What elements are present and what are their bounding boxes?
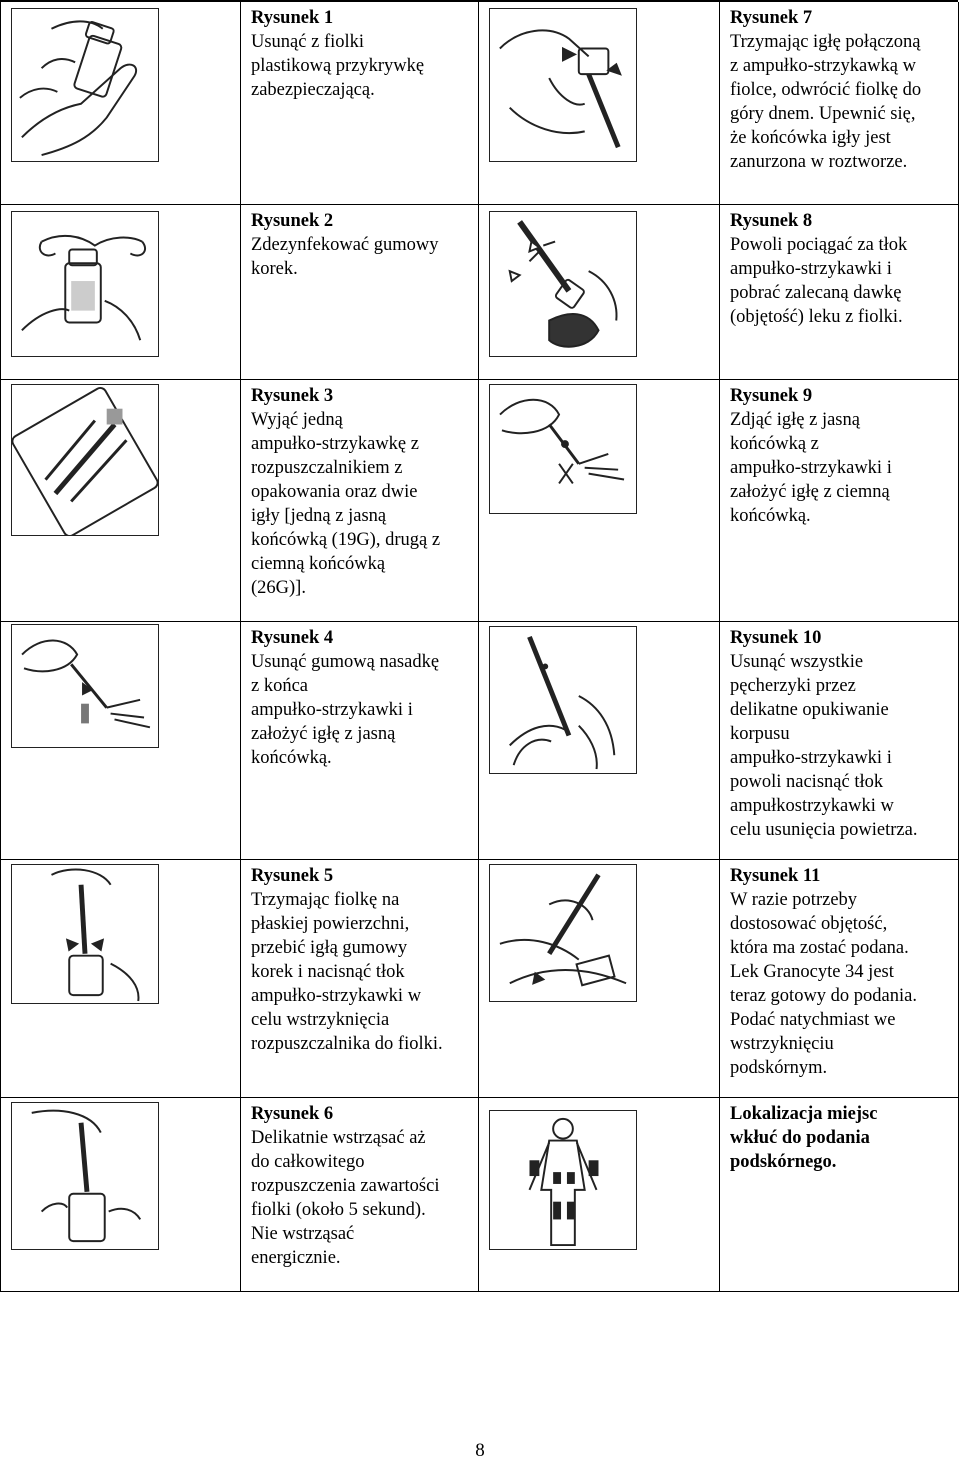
subcutaneous-injection-illustration [489, 864, 637, 1002]
figure-4-image-cell [1, 622, 241, 860]
table-row [1, 1098, 959, 1292]
invert-vial-illustration [489, 8, 637, 162]
table-row [1, 380, 959, 622]
swirl-vial-illustration [11, 1102, 159, 1250]
figure-9-image-cell [479, 380, 720, 622]
figure-11-image-cell [479, 860, 720, 1098]
figure-11-text-cell [720, 860, 959, 1098]
figure-1-text-cell [241, 2, 479, 205]
figure-title: Rysunek 7 [730, 8, 813, 28]
figure-title: Rysunek 6 [251, 1104, 334, 1124]
figure-6-text-cell [241, 1098, 479, 1292]
figure-8-image-cell [479, 205, 720, 380]
figure-instruction: Wyjąć jedną ampułko-strzykawkę z rozpuszczalnikiem z opakowania oraz dwie igły [jedną z jasną końcówką (19G), drugą z ciemną końcówką (26G)]. [251, 410, 441, 598]
figure-instruction: Trzymając igłę połączoną z ampułko-strzykawką w fiolce, odwrócić fiolkę do góry dnem. Upewnić się, że końcówka igły jest zanurzona w roztworze. [730, 32, 922, 172]
figure-title: Rysunek 8 [730, 211, 813, 231]
figure-instruction: Usunąć gumową nasadkę z końca ampułko-strzykawki i założyć igłę z jasną końcówką. [251, 652, 440, 768]
vial-disinfection-illustration [11, 211, 159, 357]
figure-10-image-cell [479, 622, 720, 860]
table-row [1, 205, 959, 380]
table-row [1, 622, 959, 860]
figure-instruction: Usunąć wszystkie pęcherzyki przez delikatne opukiwanie korpusu ampułko-strzykawki i powoli nacisnąć tłok ampułkostrzykawki w celu usunięcia powietrza. [730, 652, 918, 840]
figure-3-image-cell [1, 380, 241, 622]
attach-needle-illustration [11, 624, 159, 748]
page-number: 8 [475, 1440, 485, 1461]
figure-9-text-cell [720, 380, 959, 622]
figure-title: Rysunek 5 [251, 866, 334, 886]
figure-5-image-cell [1, 860, 241, 1098]
figure-7-text-cell [720, 2, 959, 205]
figure-title: Rysunek 11 [730, 866, 821, 886]
figure-instruction: Zdjąć igłę z jasną końcówką z ampułko-strzykawki i założyć igłę z ciemną końcówką. [730, 410, 892, 526]
figure-8-text-cell [720, 205, 959, 380]
figure-2-text-cell [241, 205, 479, 380]
table-row [1, 2, 959, 205]
figure-instruction: Lokalizacja miejsc wkłuć do podania podskórnego. [730, 1104, 878, 1172]
figure-5-text-cell [241, 860, 479, 1098]
table-row [1, 860, 959, 1098]
figure-instruction: Zdezynfekować gumowy korek. [251, 235, 439, 279]
injection-sites-body-illustration [489, 1110, 637, 1250]
figure-instruction: Delikatnie wstrząsać aż do całkowitego rozpuszczenia zawartości fiolki (około 5 sekund). Nie wstrząsać energicznie. [251, 1128, 440, 1268]
figure-title: Rysunek 1 [251, 8, 334, 28]
figure-1-image-cell [1, 2, 241, 205]
figure-6-image-cell [1, 1098, 241, 1292]
inject-solvent-illustration [11, 864, 159, 1004]
figure-instruction: Usunąć z fiolki plastikową przykrywkę zabezpieczającą. [251, 32, 425, 100]
figure-12-text-cell [720, 1098, 959, 1292]
figure-title: Rysunek 2 [251, 211, 334, 231]
figure-title: Rysunek 10 [730, 628, 822, 648]
figure-instruction: W razie potrzeby dostosować objętość, która ma zostać podana. Lek Granocyte 34 jest teraz gotowy do podania. Podać natychmiast we wstrzyknięciu podskórnym. [730, 890, 917, 1078]
figure-2-image-cell [1, 205, 241, 380]
remove-air-bubbles-illustration [489, 626, 637, 774]
figure-4-text-cell [241, 622, 479, 860]
change-needle-illustration [489, 384, 637, 514]
figure-title: Rysunek 9 [730, 386, 813, 406]
figure-7-image-cell [479, 2, 720, 205]
withdraw-dose-illustration [489, 211, 637, 357]
figure-10-text-cell [720, 622, 959, 860]
figure-title: Rysunek 4 [251, 628, 334, 648]
vial-cap-removal-illustration [11, 8, 159, 162]
figure-instruction: Trzymając fiolkę na płaskiej powierzchni, przebić igłą gumowy korek i nacisnąć tłok ampułko-strzykawki w celu wstrzyknięcia rozpuszczalnika do fiolki. [251, 890, 443, 1054]
syringe-package-illustration [11, 384, 159, 536]
figure-3-text-cell [241, 380, 479, 622]
figure-title: Rysunek 3 [251, 386, 334, 406]
figure-instruction: Powoli pociągać za tłok ampułko-strzykawki i pobrać zalecaną dawkę (objętość) leku z fiolki. [730, 235, 908, 327]
figure-12-image-cell [479, 1098, 720, 1292]
